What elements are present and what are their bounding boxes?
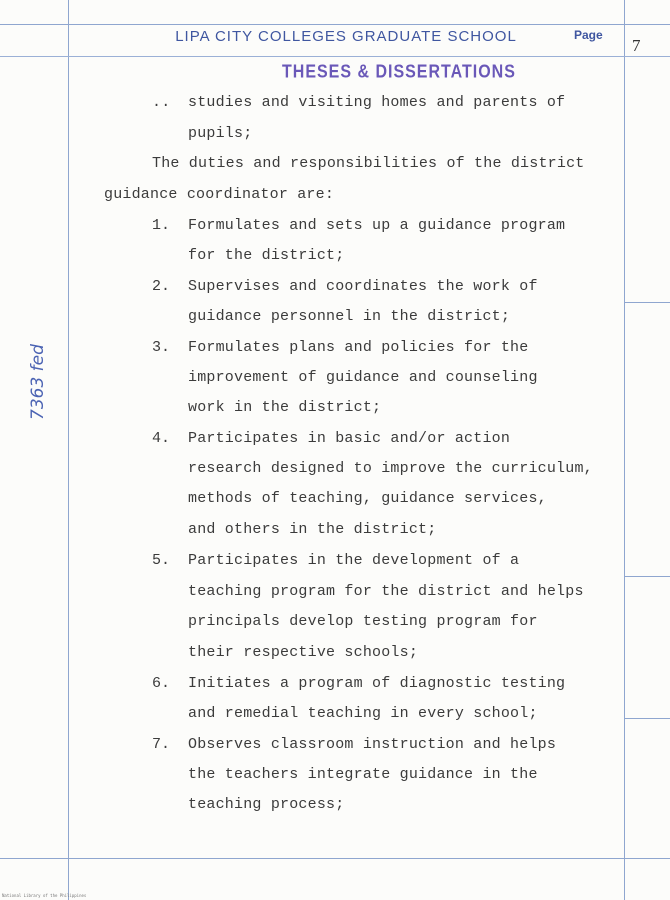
right-column-rule-3	[624, 718, 670, 719]
item-line: the teachers integrate guidance in the	[188, 766, 538, 783]
intro-line: studies and visiting homes and parents of	[188, 94, 566, 111]
item-line: principals develop testing program for	[188, 613, 538, 630]
item-number: 1.	[152, 217, 171, 234]
right-column-rule-2	[624, 576, 670, 577]
item-number: 7.	[152, 736, 171, 753]
bottom-rule	[0, 858, 670, 859]
paragraph-line: guidance coordinator are:	[104, 186, 335, 203]
item-number: 3.	[152, 339, 171, 356]
item-line: Initiates a program of diagnostic testing	[188, 675, 566, 692]
page-number: 7	[632, 36, 641, 55]
theses-dissertations-stamp: THESES & DISSERTATIONS	[282, 62, 516, 83]
paragraph-line: The duties and responsibilities of the district	[152, 155, 585, 172]
item-line: Supervises and coordinates the work of	[188, 278, 538, 295]
item-line: Participates in basic and/or action	[188, 430, 511, 447]
intro-dots: ..	[152, 94, 171, 111]
item-line: for the district;	[188, 247, 345, 264]
right-margin-line	[624, 0, 625, 900]
scan-footer: National Library of the Philippines	[2, 893, 87, 898]
item-line: Formulates plans and policies for the	[188, 339, 529, 356]
item-line: methods of teaching, guidance services,	[188, 490, 547, 507]
item-line: teaching process;	[188, 796, 345, 813]
item-line: Observes classroom instruction and helps	[188, 736, 557, 753]
item-number: 5.	[152, 552, 171, 569]
intro-line: pupils;	[188, 125, 253, 142]
item-line: guidance personnel in the district;	[188, 308, 511, 325]
item-number: 6.	[152, 675, 171, 692]
handwritten-margin-note: 7363 fed	[28, 344, 48, 420]
page-label: Page	[574, 28, 603, 42]
item-line: Formulates and sets up a guidance program	[188, 217, 566, 234]
header-rule	[0, 56, 670, 57]
item-line: teaching program for the district and helps	[188, 583, 584, 600]
item-line: Participates in the development of a	[188, 552, 520, 569]
left-margin-line	[68, 0, 69, 900]
item-line: improvement of guidance and counseling	[188, 369, 538, 386]
item-number: 2.	[152, 278, 171, 295]
right-column-rule-1	[624, 302, 670, 303]
institution-letterhead: LIPA CITY COLLEGES GRADUATE SCHOOL	[175, 28, 517, 45]
item-line: their respective schools;	[188, 644, 419, 661]
item-line: and others in the district;	[188, 521, 437, 538]
item-line: work in the district;	[188, 399, 382, 416]
top-edge-rule	[0, 24, 670, 25]
item-number: 4.	[152, 430, 171, 447]
item-line: and remedial teaching in every school;	[188, 705, 538, 722]
item-line: research designed to improve the curriculum,	[188, 460, 593, 477]
